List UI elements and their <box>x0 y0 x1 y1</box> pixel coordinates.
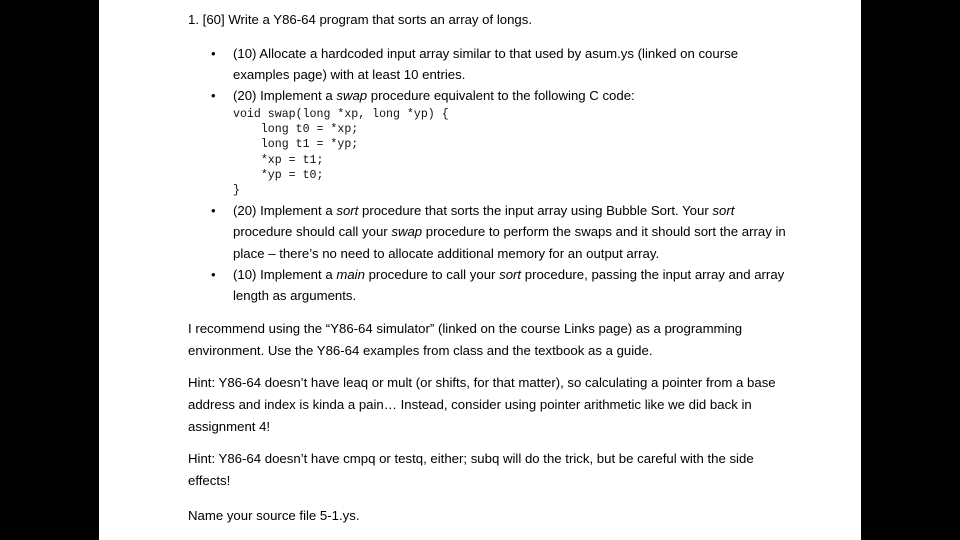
swap-code-block <box>233 107 449 198</box>
bullet-text-swap-procedure: (20) Implement a swap procedure equivalent to the following C code: <box>233 88 635 103</box>
paragraph-hint-leaq: Hint: Y86-64 doesn’t have leaq or mult (or shifts, for that matter), so calculating a pointer from a base address and index is kinda a pain… Instead, consider using pointer arithmetic like we did back in assignment 4! <box>188 375 776 434</box>
bullet-marker: • <box>211 267 216 282</box>
bullet-text-main-procedure: (10) Implement a main procedure to call your sort procedure, passing the input array and array length as arguments. <box>233 267 785 304</box>
bullet-marker: • <box>211 88 216 103</box>
bullet-text-allocate-array: (10) Allocate a hardcoded input array similar to that used by asum.ys (linked on course examples page) with at least 10 entries. <box>233 46 739 83</box>
paragraph-hint-cmpq: Hint: Y86-64 doesn’t have cmpq or testq, either; subq will do the trick, but be careful with the side effects! <box>188 451 754 488</box>
bullet-marker: • <box>211 46 216 61</box>
code-line: } <box>233 184 240 198</box>
code-line: *yp = t0; <box>233 168 324 182</box>
bullet-marker: • <box>211 203 216 218</box>
document-page <box>99 0 861 540</box>
code-line: long t1 = *yp; <box>233 138 359 152</box>
code-line: long t0 = *xp; <box>233 123 359 137</box>
question-heading: 1. [60] Write a Y86-64 program that sorts an array of longs. <box>188 12 533 27</box>
code-line: *xp = t1; <box>233 153 324 167</box>
paragraph-simulator-recommendation: I recommend using the “Y86-64 simulator” (linked on the course Links page) as a programming environment. Use the Y86-64 examples from class and the textbook as a guide. <box>188 321 743 358</box>
bullet-text-sort-procedure: (20) Implement a sort procedure that sorts the input array using Bubble Sort. Your sort procedure should call your swap procedure to perform the swaps and it should sort the array in place – there’s no need to allocate additional memory for an output array. <box>233 203 786 261</box>
code-line: void swap(long *xp, long *yp) { <box>233 108 449 121</box>
paragraph-source-filename: Name your source file 5-1.ys. <box>188 508 360 523</box>
